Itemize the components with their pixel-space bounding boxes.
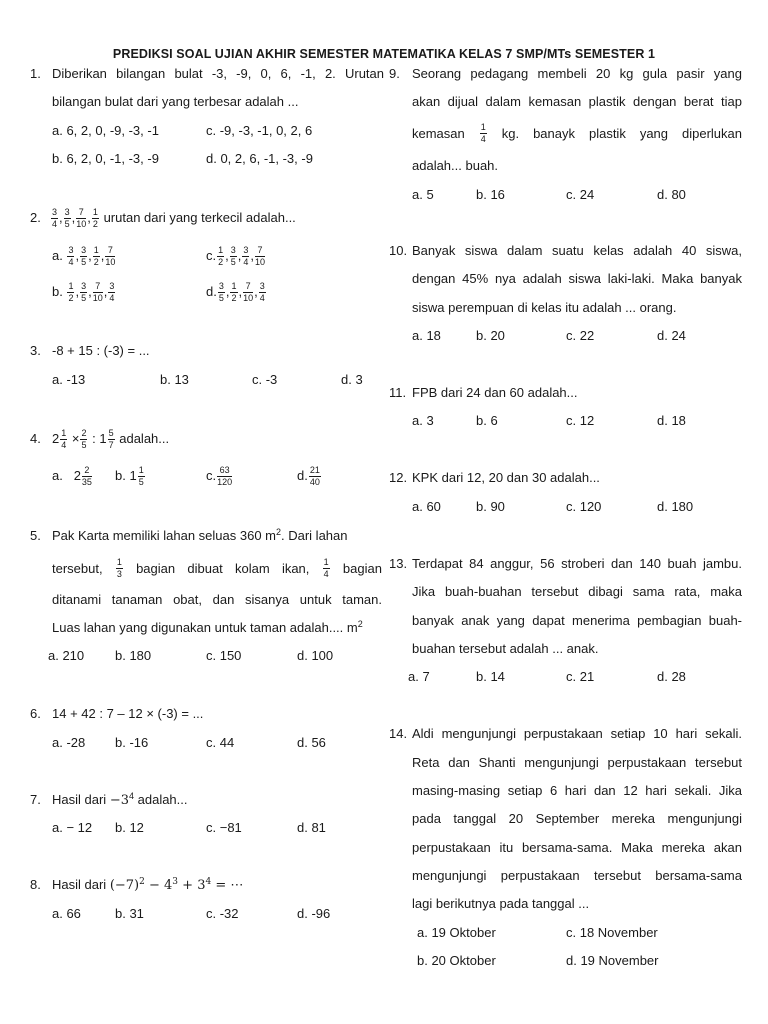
question-10-option-d[interactable]: d. 24	[657, 328, 686, 343]
fraction: $\frac{3}{4}$	[52, 207, 58, 230]
question-13-line-4: buahan tersebut adalah ... anak.	[412, 641, 599, 656]
question-10-option-a[interactable]: a. 18	[412, 328, 441, 343]
question-11-option-d[interactable]: d. 18	[657, 413, 686, 428]
question-7-option-d[interactable]: d. 81	[297, 820, 326, 835]
question-11-option-b[interactable]: b. 6	[476, 413, 498, 428]
fraction: $\frac{1}{2}$	[92, 207, 98, 230]
page-title: PREDIKSI SOAL UJIAN AKHIR SEMESTER MATEMATIKA KELAS 7 SMP/MTs SEMESTER 1	[112, 47, 656, 61]
question-8-text: Hasil dari $(-7)^2 - 4^3 + 3^4$ = ⋯	[52, 877, 244, 893]
question-3-option-c[interactable]: c. -3	[252, 372, 278, 387]
question-2-option-d[interactable]: d. $\frac{3}{5}$ , $\frac{1}{2}$ , $\frac{7}{10}$ , $\frac{3}{4}$	[206, 281, 265, 304]
question-14-line-4: pada tanggal 20 September mereka mengunjungi	[412, 811, 742, 826]
question-9-option-b[interactable]: b. 16	[476, 187, 505, 202]
question-14-number: 14.	[389, 726, 408, 741]
question-11-text: FPB dari 24 dan 60 adalah...	[412, 385, 578, 400]
question-7-text: Hasil dari $-3^4$ adalah...	[52, 791, 188, 808]
question-13-line-2: Jika buah-buahan tersebut dibagi sama rata, maka	[412, 584, 742, 599]
question-13-line-1: Terdapat 84 anggur, 56 stroberi dan 140 buah jambu.	[412, 556, 742, 571]
question-8-number: 8.	[30, 877, 41, 892]
question-12-option-c[interactable]: c. 120	[566, 499, 602, 514]
question-9-line-2: akan dijual dalam kemasan plastik dengan berat tiap	[412, 94, 742, 109]
question-2-option-b[interactable]: b. $\frac{1}{2}$ , $\frac{3}{5}$ , $\frac{7}{10}$ , $\frac{3}{4}$	[52, 281, 115, 304]
question-5-line-1: Pak Karta memiliki lahan seluas 360 $m^2$. Dari lahan	[52, 527, 348, 543]
question-13-number: 13.	[389, 556, 408, 571]
question-2-stem: $\frac{3}{4}$ , $\frac{3}{5}$ , $\frac{7}{10}$ , $\frac{1}{2}$ urutan dari yang terkecil adalah...	[52, 207, 296, 230]
question-4-option-b[interactable]: b. 1 $\frac{1}{5}$	[115, 465, 144, 488]
question-14-line-2: Reta dan Shanti mengunjungi perpustakaan tersebut	[412, 755, 742, 770]
question-2-text: urutan dari yang terkecil adalah...	[103, 210, 296, 225]
question-14-option-c[interactable]: c. 18 November	[566, 925, 658, 940]
question-14-line-7: lagi berikutnya pada tanggal ...	[412, 896, 590, 911]
question-13-line-3: banyak anak yang dapat menerima pembagian buah-	[412, 613, 742, 628]
question-3-text: -8 + 15 : (-3) = ...	[52, 343, 150, 358]
question-4-text: 2 $\frac{1}{4}$ × $\frac{2}{5}$ : 1 $\frac{5}{7}$ adalah...	[52, 428, 170, 451]
question-11-option-c[interactable]: c. 12	[566, 413, 595, 428]
question-7-option-c[interactable]: c. −81	[206, 820, 242, 835]
question-5-number: 5.	[30, 528, 41, 543]
question-6-option-d[interactable]: d. 56	[297, 735, 326, 750]
question-14-option-d[interactable]: d. 19 November	[566, 953, 659, 968]
question-1-option-b[interactable]: b. 6, 2, 0, -1, -3, -9	[52, 151, 159, 166]
question-4-option-d[interactable]: d. $\frac{21}{40}$	[297, 465, 320, 488]
question-5-option-c[interactable]: c. 150	[206, 648, 242, 663]
question-3-option-b[interactable]: b. 13	[160, 372, 189, 387]
question-14-option-b[interactable]: b. 20 Oktober	[417, 953, 496, 968]
question-13-option-c[interactable]: c. 21	[566, 669, 595, 684]
question-4-number: 4.	[30, 431, 41, 446]
fraction: $\frac{3}{5}$	[64, 207, 70, 230]
question-4-option-c[interactable]: c. $\frac{63}{120}$	[206, 465, 233, 488]
fraction: $\frac{7}{10}$	[76, 207, 87, 230]
question-9-option-c[interactable]: c. 24	[566, 187, 595, 202]
question-10-option-c[interactable]: c. 22	[566, 328, 595, 343]
question-5-line-4: Luas lahan yang digunakan untuk taman adalah.... $m^2$	[52, 619, 363, 635]
question-5-option-a[interactable]: a. 210	[48, 648, 85, 663]
question-13-option-a[interactable]: a. 7	[408, 669, 430, 684]
question-6-text: 14 + 42 : 7 – 12 × (-3) = ...	[52, 706, 204, 721]
question-14-line-1: Aldi mengunjungi perpustakaan setiap 10 hari sekali.	[412, 726, 742, 741]
question-4-option-a[interactable]: a. 2 $\frac{2}{35}$	[52, 465, 92, 488]
question-10-line-2: dengan 45% nya adalah siswa laki-laki. Maka banyak	[412, 271, 742, 286]
question-6-number: 6.	[30, 706, 41, 721]
question-1-line-2: bilangan bulat dari yang terbesar adalah ...	[52, 94, 299, 109]
question-10-line-3: siswa perempuan di kelas itu adalah ... orang.	[412, 300, 677, 315]
question-7-option-b[interactable]: b. 12	[115, 820, 144, 835]
question-5-line-3: ditanami tanaman obat, dan sisanya untuk taman.	[52, 592, 382, 607]
question-9-line-3: kemasan $\frac{1}{4}$ kg. banayk plastik yang diperlukan	[412, 121, 742, 144]
question-8-option-c[interactable]: c. -32	[206, 906, 239, 921]
question-6-option-c[interactable]: c. 44	[206, 735, 235, 750]
question-9-option-a[interactable]: a. 5	[412, 187, 434, 202]
question-11-number: 11.	[389, 385, 407, 400]
question-14-line-5: perpustakaan itu bersama-sama. Maka mereka akan	[412, 840, 742, 855]
question-8-option-a[interactable]: a. 66	[52, 906, 81, 921]
question-1-number: 1.	[30, 66, 41, 81]
question-10-number: 10.	[389, 243, 408, 258]
question-12-number: 12.	[389, 470, 408, 485]
question-6-option-a[interactable]: a. -28	[52, 735, 86, 750]
question-1-option-a[interactable]: a. 6, 2, 0, -9, -3, -1	[52, 123, 159, 138]
question-3-number: 3.	[30, 343, 41, 358]
question-1-option-c[interactable]: c. -9, -3, -1, 0, 2, 6	[206, 123, 313, 138]
question-1-line-1: Diberikan bilangan bulat -3, -9, 0, 6, -1, 2. Urutan	[52, 66, 384, 81]
question-13-option-b[interactable]: b. 14	[476, 669, 505, 684]
question-6-option-b[interactable]: b. -16	[115, 735, 149, 750]
question-14-line-3: masing-masing setiap 6 hari dan 12 hari sekali. Jika	[412, 783, 742, 798]
question-2-number: 2.	[30, 210, 41, 225]
question-11-option-a[interactable]: a. 3	[412, 413, 434, 428]
question-5-option-b[interactable]: b. 180	[115, 648, 152, 663]
question-3-option-a[interactable]: a. -13	[52, 372, 86, 387]
question-12-option-a[interactable]: a. 60	[412, 499, 441, 514]
question-12-text: KPK dari 12, 20 dan 30 adalah...	[412, 470, 600, 485]
question-9-line-1: Seorang pedagang membeli 20 kg gula pasir yang	[412, 66, 742, 81]
question-8-option-b[interactable]: b. 31	[115, 906, 144, 921]
question-10-line-1: Banyak siswa dalam suatu kelas adalah 40 siswa,	[412, 243, 742, 258]
question-10-option-b[interactable]: b. 20	[476, 328, 505, 343]
question-12-option-d[interactable]: d. 180	[657, 499, 694, 514]
question-7-number: 7.	[30, 792, 41, 807]
question-7-option-a[interactable]: a. − 12	[52, 820, 93, 835]
question-1-option-d[interactable]: d. 0, 2, 6, -1, -3, -9	[206, 151, 313, 166]
question-12-option-b[interactable]: b. 90	[476, 499, 505, 514]
question-8-option-d[interactable]: d. -96	[297, 906, 331, 921]
question-13-option-d[interactable]: d. 28	[657, 669, 686, 684]
question-5-option-d[interactable]: d. 100	[297, 648, 334, 663]
question-9-line-4: adalah... buah.	[412, 158, 499, 173]
question-5-line-2: tersebut, $\frac{1}{3}$ bagian dibuat kolam ikan, $\frac{1}{4}$ bagian	[52, 556, 382, 579]
question-2-option-c[interactable]: c. $\frac{1}{2}$ , $\frac{3}{5}$ , $\frac{3}{4}$ , $\frac{7}{10}$	[206, 245, 266, 268]
question-9-number: 9.	[389, 66, 400, 81]
question-2-option-a[interactable]: a. $\frac{3}{4}$ , $\frac{3}{5}$ , $\frac{1}{2}$ , $\frac{7}{10}$	[52, 245, 116, 268]
question-3-option-d[interactable]: d. 3	[341, 372, 363, 387]
question-14-option-a[interactable]: a. 19 Oktober	[417, 925, 496, 940]
question-14-line-6: mengunjungi perpustakaan tersebut bersama-sama	[412, 868, 742, 883]
question-9-option-d[interactable]: d. 80	[657, 187, 686, 202]
